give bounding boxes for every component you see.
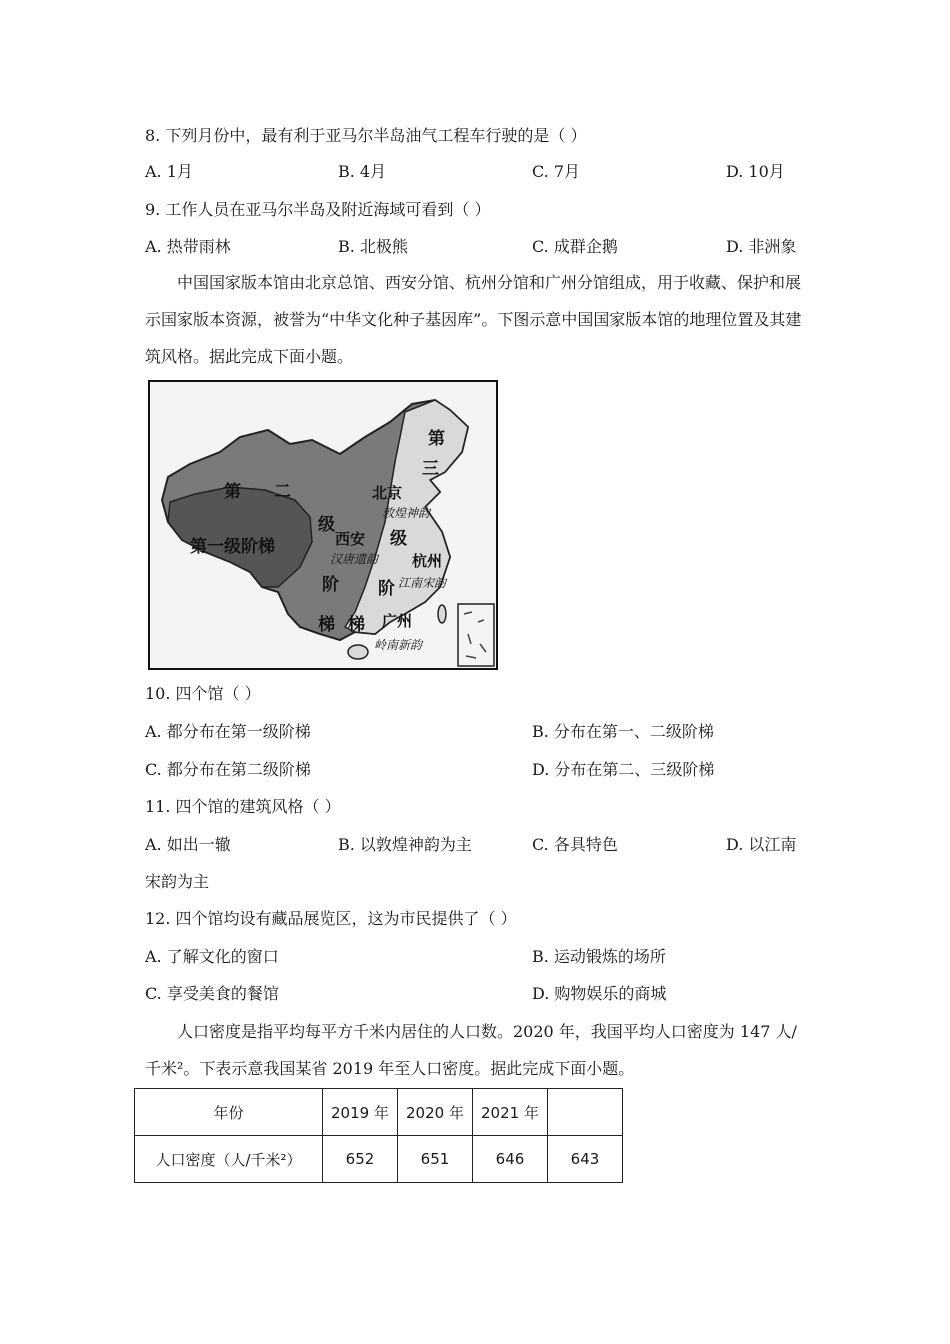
label-hangzhou: 杭州 [412, 552, 443, 570]
question-8-option-c[interactable]: C. 7月 [532, 162, 581, 181]
table-header-cell [548, 1089, 623, 1136]
label-step-2-char-1: 第 [224, 482, 241, 502]
question-8-stem: 8. 下列月份中，最有利于亚马尔半岛油气工程车行驶的是（ ） [145, 126, 587, 145]
table-cell: 646 [473, 1136, 548, 1183]
label-step-2-char-5: 梯 [318, 615, 335, 635]
question-11-option-c[interactable]: C. 各具特色 [532, 835, 618, 854]
intro-paragraph-library: 中国国家版本馆由北京总馆、西安分馆、杭州分馆和广州分馆组成，用于收藏、保护和展示国家版本资源，被誉为“中华文化种子基因库”。下图示意中国国家版本馆的地理位置及其建筑风格。据此完成下面小题。 [145, 273, 802, 366]
question-8-option-a[interactable]: A. 1月 [145, 162, 193, 181]
question-8-option-d[interactable]: D. 10月 [726, 162, 785, 181]
question-9-option-a[interactable]: A. 热带雨林 [145, 237, 231, 256]
table-row [135, 1136, 623, 1183]
hainan-island [348, 645, 368, 659]
label-step-2-char-4: 阶 [322, 575, 339, 595]
question-11-option-b[interactable]: B. 以敦煌神韵为主 [338, 835, 472, 854]
question-10-option-c[interactable]: C. 都分布在第二级阶梯 [145, 760, 311, 779]
table-cell: 643 [548, 1136, 623, 1183]
table-header-cell: 2020 年 [398, 1089, 473, 1136]
question-11-option-a[interactable]: A. 如出一辙 [145, 835, 231, 854]
table-header-cell: 2021 年 [473, 1089, 548, 1136]
question-10-option-b[interactable]: B. 分布在第一、二级阶梯 [532, 722, 714, 741]
label-guangzhou: 广州 [382, 612, 413, 630]
label-step-3-char-5: 梯 [348, 615, 365, 635]
question-11-option-d-continued: 宋韵为主 [145, 872, 210, 891]
label-step-2-char-2: 二 [274, 482, 291, 502]
question-9-option-d[interactable]: D. 非洲象 [726, 237, 797, 256]
label-step-3-char-4: 阶 [378, 579, 395, 599]
question-10-option-d[interactable]: D. 分布在第二、三级阶梯 [532, 760, 715, 779]
table-cell: 651 [398, 1136, 473, 1183]
south-china-sea-inset [458, 604, 494, 666]
label-xian: 西安 [335, 530, 366, 548]
label-xian-style: 汉唐遗韵 [330, 552, 379, 566]
china-map-figure [148, 380, 498, 670]
label-step-1: 第一级阶梯 [190, 537, 275, 557]
table-header-cell: 年份 [135, 1089, 323, 1136]
label-step-3-char-1: 第 [428, 429, 445, 449]
label-guangzhou-style: 岭南新韵 [374, 638, 423, 652]
question-8-option-b[interactable]: B. 4月 [338, 162, 387, 181]
question-12-option-d[interactable]: D. 购物娱乐的商城 [532, 984, 667, 1003]
intro-paragraph-density-line-1: 人口密度是指平均每平方千米内居住的人口数。2020 年，我国平均人口密度为 147 人/ [177, 1022, 797, 1041]
label-hangzhou-style: 江南宋韵 [398, 576, 447, 590]
table-header-cell: 2019 年 [323, 1089, 398, 1136]
intro-paragraph-density-line-2: 千米²。下表示意我国某省 2019 年至人口密度。据此完成下面小题。 [145, 1059, 635, 1078]
question-9-option-b[interactable]: B. 北极熊 [338, 237, 408, 256]
label-step-3-char-3: 级 [390, 529, 407, 549]
question-11-option-d[interactable]: D. 以江南 [726, 835, 797, 854]
question-10-stem: 10. 四个馆（ ） [145, 684, 261, 703]
question-10-option-a[interactable]: A. 都分布在第一级阶梯 [145, 722, 311, 741]
table-row-label: 人口密度（人/千米²） [135, 1136, 323, 1183]
question-12-stem: 12. 四个馆均设有藏品展览区，这为市民提供了（ ） [145, 909, 517, 928]
question-9-stem: 9. 工作人员在亚马尔半岛及附近海域可看到（ ） [145, 200, 491, 219]
question-11-stem: 11. 四个馆的建筑风格（ ） [145, 797, 341, 816]
population-density-table [134, 1088, 623, 1183]
taiwan-island [438, 605, 446, 623]
question-12-option-b[interactable]: B. 运动锻炼的场所 [532, 947, 666, 966]
label-beijing-style: 敦煌神韵 [382, 506, 431, 520]
question-12-option-a[interactable]: A. 了解文化的窗口 [145, 947, 279, 966]
label-beijing: 北京 [372, 484, 403, 502]
question-12-option-c[interactable]: C. 享受美食的餐馆 [145, 984, 279, 1003]
table-cell: 652 [323, 1136, 398, 1183]
label-step-3-char-2: 三 [422, 459, 439, 479]
table-header-row [135, 1089, 623, 1136]
label-step-2-char-3: 级 [318, 515, 335, 535]
question-9-option-c[interactable]: C. 成群企鹅 [532, 237, 618, 256]
